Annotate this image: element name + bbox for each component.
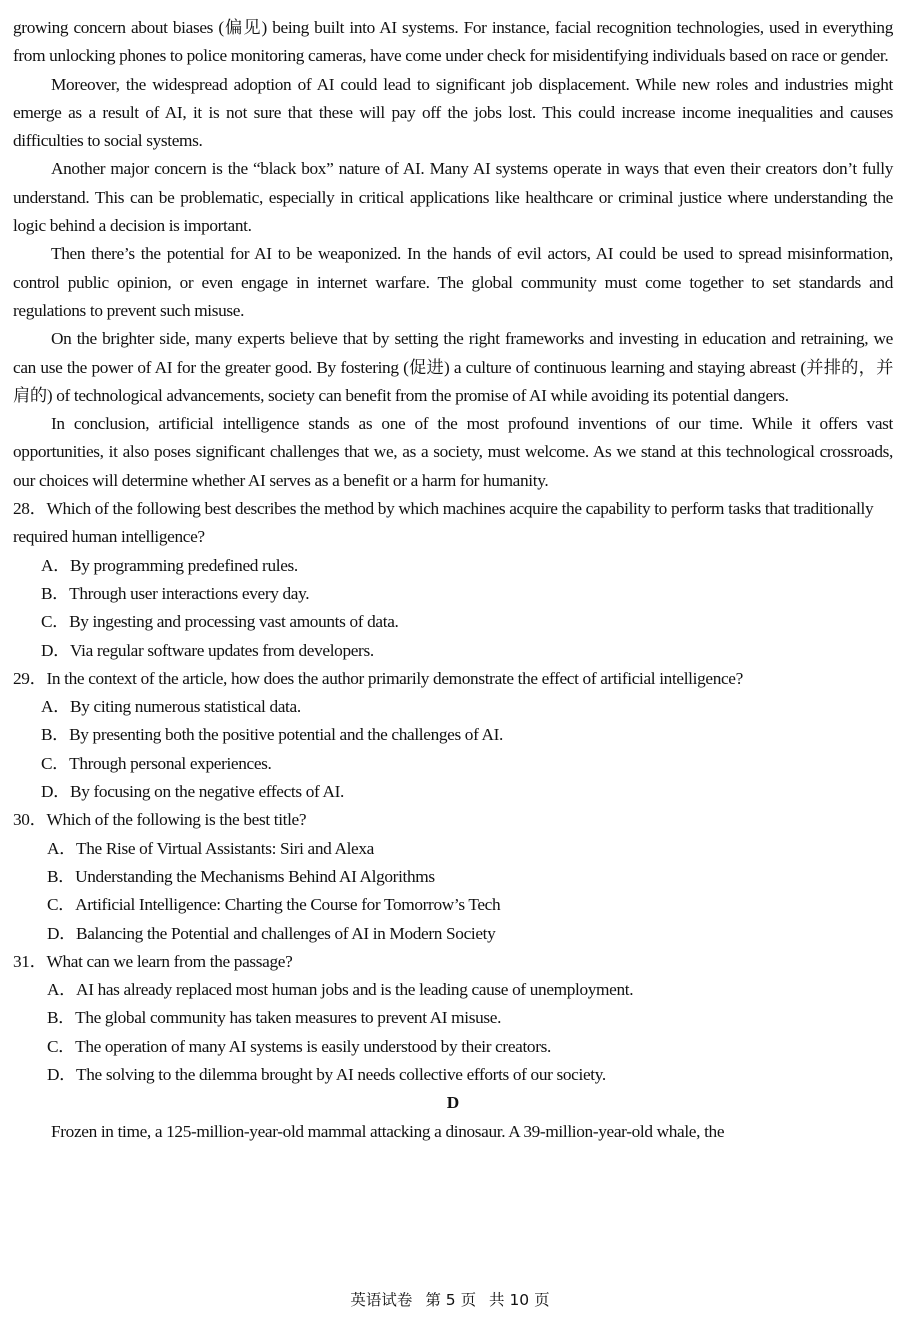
section-d-first-line: Frozen in time, a 125-million-year-old mammal attacking a dinosaur. A 39-million-year-old whale, the bbox=[51, 1121, 725, 1141]
passage-paragraph-6: In conclusion, artificial intelligence stands as one of the most profound inventions of our time. While it offers vast opportunities, it also poses significant challenges that we, as a society, must welcome. As we stand at this technological crossroads, our choices will determine whether AI serves as a benefit or a harm for humanity. bbox=[13, 414, 893, 490]
passage-paragraph-3: Another major concern is the “black box” nature of AI. Many AI systems operate in ways that even their creators don’t fully understand. This can be problematic, especially in critical applications like healthcare or criminal justice where understanding the logic behind a decision is important. bbox=[13, 159, 893, 236]
option-a: A．AI has already replaced most human jobs and is the leading cause of unemployment. bbox=[47, 980, 634, 1000]
page-footer bbox=[0, 1288, 900, 1310]
option-b: B．By presenting both the positive potential and the challenges of AI. bbox=[41, 725, 504, 745]
option-c: C．Artificial Intelligence: Charting the Course for Tomorrow’s Tech bbox=[47, 895, 501, 915]
option-a: A．By programming predefined rules. bbox=[41, 555, 298, 575]
question-stem: 29．In the context of the article, how does the author primarily demonstrate the effect of artificial intelligence? bbox=[13, 668, 743, 688]
option-d: D．Balancing the Potential and challenges of AI in Modern Society bbox=[47, 923, 496, 943]
footer-total-pages: 共 10 页 bbox=[489, 1291, 550, 1309]
passage-paragraph-1: growing concern about biases (偏见) being built into AI systems. For instance, facial recognition technologies, used in everything from unlocking phones to police monitoring cameras, have come under check for misidentifying individuals based on race or gender. bbox=[13, 18, 893, 66]
footer-page-number: 第 5 页 bbox=[425, 1291, 477, 1309]
option-b: B．The global community has taken measures to prevent AI misuse. bbox=[47, 1008, 502, 1028]
question-stem: 31．What can we learn from the passage? bbox=[13, 951, 293, 971]
option-d: D．By focusing on the negative effects of AI. bbox=[41, 782, 344, 802]
option-c: C．Through personal experiences. bbox=[41, 753, 272, 773]
passage-paragraph-5: On the brighter side, many experts believe that by setting the right frameworks and investing in education and retraining, we can use the power of AI for the greater good. By fostering (促进) a culture of continuous learning and staying abreast (并排的，并肩的) of technological advancements, society can benefit from the promise of AI while avoiding its potential dangers. bbox=[13, 329, 893, 405]
question-31 bbox=[13, 948, 893, 1089]
option-d: D．Via regular software updates from developers. bbox=[41, 640, 374, 660]
option-b: B．Understanding the Mechanisms Behind AI Algorithms bbox=[47, 866, 435, 886]
option-a: A．By citing numerous statistical data. bbox=[41, 697, 301, 717]
option-a: A．The Rise of Virtual Assistants: Siri and Alexa bbox=[47, 838, 374, 858]
question-stem: 28．Which of the following best describes the method by which machines acquire the capability to perform tasks that traditionally required human intelligence? bbox=[13, 499, 874, 547]
option-c: C．The operation of many AI systems is easily understood by their creators. bbox=[47, 1036, 551, 1056]
section-heading-d: D bbox=[446, 1093, 460, 1113]
question-stem: 30．Which of the following is the best title? bbox=[13, 810, 307, 830]
question-29 bbox=[13, 665, 893, 806]
option-b: B．Through user interactions every day. bbox=[41, 583, 310, 603]
passage-paragraph-2: Moreover, the widespread adoption of AI could lead to significant job displacement. While new roles and industries might emerge as a result of AI, it is not sure that these will pay off the jobs lost. This could increase income inequalities and causes difficulties to social systems. bbox=[13, 74, 893, 151]
question-30 bbox=[13, 806, 893, 947]
passage-paragraph-4: Then there’s the potential for AI to be weaponized. In the hands of evil actors, AI could be used to spread misinformation, control public opinion, or even engage in internet warfare. The global community must come together to set standards and regulations to prevent such misuse. bbox=[13, 244, 893, 320]
question-28 bbox=[13, 495, 893, 665]
option-d: D．The solving to the dilemma brought by AI needs collective efforts of our society. bbox=[47, 1064, 606, 1084]
option-c: C．By ingesting and processing vast amounts of data. bbox=[41, 612, 399, 632]
exam-page bbox=[13, 14, 893, 1146]
footer-subject: 英语试卷 bbox=[350, 1291, 413, 1309]
